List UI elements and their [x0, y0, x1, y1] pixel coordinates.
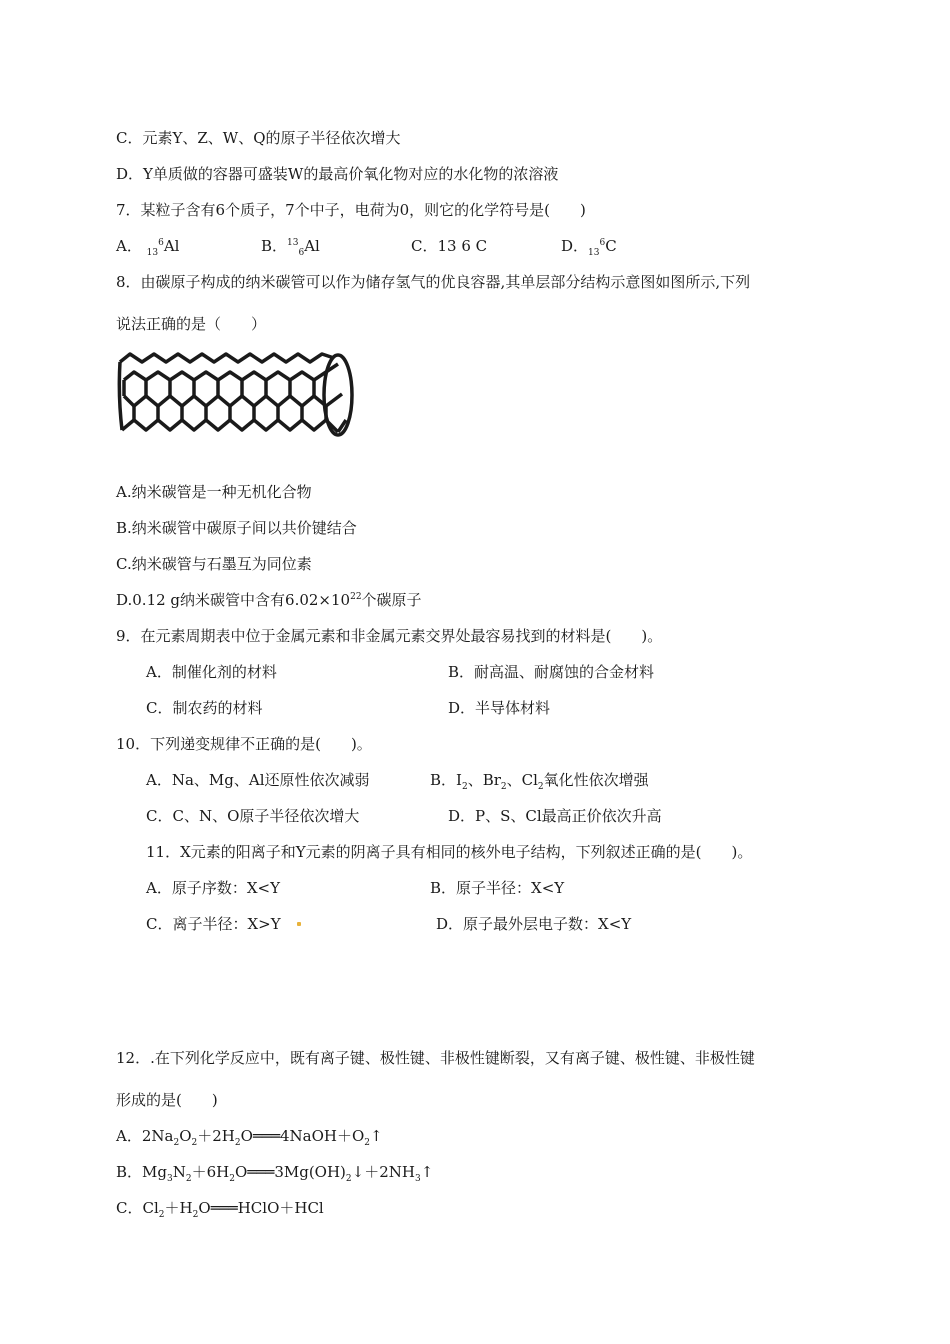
q7-b-sup: 13	[287, 238, 299, 248]
q12-b-t5: ↓＋2NH	[351, 1163, 415, 1181]
q12-stem-line1: 12．.在下列化学反应中，既有离子键、极性键、非极性键断裂，又有离子键、极性键、非极性键	[116, 1049, 755, 1067]
q12-c-s1: 2	[158, 1210, 165, 1220]
q9-stem: 9．在元素周期表中位于金属元素和非金属元素交界处最容易找到的材料是( )。	[116, 627, 663, 645]
q12-b-t1: B．Mg	[116, 1163, 167, 1181]
q9-option-c: C．制农药的材料	[146, 699, 263, 717]
q7-a-label: A．	[116, 237, 142, 255]
q7-d-label: D．	[561, 237, 589, 255]
q7-d-sub: 13	[588, 248, 600, 258]
q7-a-sub: 13	[146, 248, 159, 258]
q11-stem: 11．X元素的阳离子和Y元素的阴离子具有相同的核外电子结构，下列叙述正确的是( )。	[146, 843, 753, 861]
q6-option-d: D．Y单质做的容器可盛装W的最高价氧化物对应的水化物的浓溶液	[116, 165, 559, 183]
q10-stem: 10．下列递变规律不正确的是( )。	[116, 735, 372, 753]
q11-option-d: D．原子最外层电子数：X<Y	[436, 915, 632, 933]
q7-stem: 7．某粒子含有6个质子，7个中子，电荷为0，则它的化学符号是( )	[116, 201, 586, 219]
q7-b-sub: 6	[298, 248, 305, 258]
q7-option-d	[561, 236, 617, 259]
q8-option-b: B.纳米碳管中碳原子间以共价键结合	[116, 519, 357, 537]
q8-stem-line1: 8．由碳原子构成的纳米碳管可以作为储存氢气的优良容器,其单层部分结构示意图如图所示,下列	[116, 273, 751, 291]
q12-b-s1: 3	[166, 1174, 173, 1184]
q12-b-s3: 2	[229, 1174, 235, 1184]
q10-b-t4: 氧化性依次增强	[543, 771, 649, 789]
q12-c-s2: 2	[192, 1210, 199, 1220]
q7-a-sup: 6	[158, 238, 164, 248]
q12-a-t3: ＋2H	[197, 1127, 235, 1145]
q12-c-t2: ＋H	[164, 1199, 193, 1217]
q7-d-sym: C	[605, 237, 617, 255]
q12-a-t1: A．2Na	[116, 1127, 174, 1145]
q9-option-b: B．耐高温、耐腐蚀的合金材料	[448, 663, 655, 681]
q10-b-s1: 2	[461, 782, 468, 792]
nanotube-diagram	[116, 350, 356, 442]
q12-c-t3: O═══HClO＋HCl	[198, 1199, 324, 1217]
q10-b-s2: 2	[500, 782, 507, 792]
q9-option-a: A．制催化剂的材料	[146, 663, 277, 681]
q12-b-s4: 2	[345, 1174, 352, 1184]
q12-b-s5: 3	[414, 1174, 421, 1184]
q12-a-t4: O═══4NaOH＋O	[240, 1127, 365, 1145]
q10-option-a: A．Na、Mg、Al还原性依次减弱	[146, 771, 370, 789]
q7-d-sup: 6	[599, 238, 606, 248]
q7-option-b	[261, 236, 320, 259]
q12-a-t5: ↑	[370, 1127, 383, 1145]
q12-a-s3: 2	[234, 1138, 241, 1148]
q12-c-t1: C．Cl	[116, 1199, 159, 1217]
q8-option-c: C.纳米碳管与石墨互为同位素	[116, 555, 312, 573]
q7-b-label: B．	[261, 237, 288, 255]
q7-option-a	[116, 236, 179, 259]
q12-b-s2: 2	[185, 1174, 192, 1184]
q12-b-t6: ↑	[420, 1163, 434, 1181]
q11-option-a: A．原子序数：X<Y	[146, 879, 280, 897]
q11-option-c: C．离子半径：X>Y	[146, 915, 281, 933]
q8-stem-line2: 说法正确的是（ ）	[116, 315, 267, 333]
q12-stem-line2: 形成的是( )	[116, 1091, 218, 1109]
q6-option-c: C．元素Y、Z、W、Q的原子半径依次增大	[116, 129, 401, 147]
q8-option-a: A.纳米碳管是一种无机化合物	[116, 483, 312, 501]
q10-b-t3: 、Cl	[506, 771, 538, 789]
stray-mark	[297, 922, 301, 926]
q9-option-d: D．半导体材料	[448, 699, 551, 717]
q10-b-t1: B．I	[430, 771, 462, 789]
q11-option-b: B．原子半径：X<Y	[430, 879, 565, 897]
q12-option-b	[116, 1162, 433, 1185]
q7-a-sym: Al	[163, 237, 180, 255]
q10-option-d: D．P、S、Cl最高正价依次升高	[448, 807, 662, 825]
q10-option-b	[430, 770, 649, 793]
q10-b-t2: 、Br	[467, 771, 501, 789]
q10-option-c: C．C、N、O原子半径依次增大	[146, 807, 360, 825]
q8-d-exponent: 22	[350, 592, 362, 602]
q12-b-t4: O═══3Mg(OH)	[234, 1163, 346, 1181]
q12-a-s1: 2	[173, 1138, 180, 1148]
q12-b-t3: ＋6H	[191, 1163, 230, 1181]
q10-b-s3: 2	[537, 782, 544, 792]
q12-option-c	[116, 1198, 324, 1221]
q8-option-d	[116, 590, 422, 613]
q12-a-t2: O	[179, 1127, 192, 1145]
q12-a-s2: 2	[191, 1138, 198, 1148]
q8-d-text-end: 个碳原子	[361, 591, 422, 609]
q8-d-text: D.0.12 g纳米碳管中含有6.02×10	[116, 591, 351, 609]
q12-b-t2: N	[172, 1163, 186, 1181]
q12-a-s4: 2	[364, 1138, 371, 1148]
q12-option-a	[116, 1126, 383, 1149]
q7-b-sym: Al	[304, 237, 320, 255]
q7-option-c: C．13 6 C	[411, 237, 488, 255]
